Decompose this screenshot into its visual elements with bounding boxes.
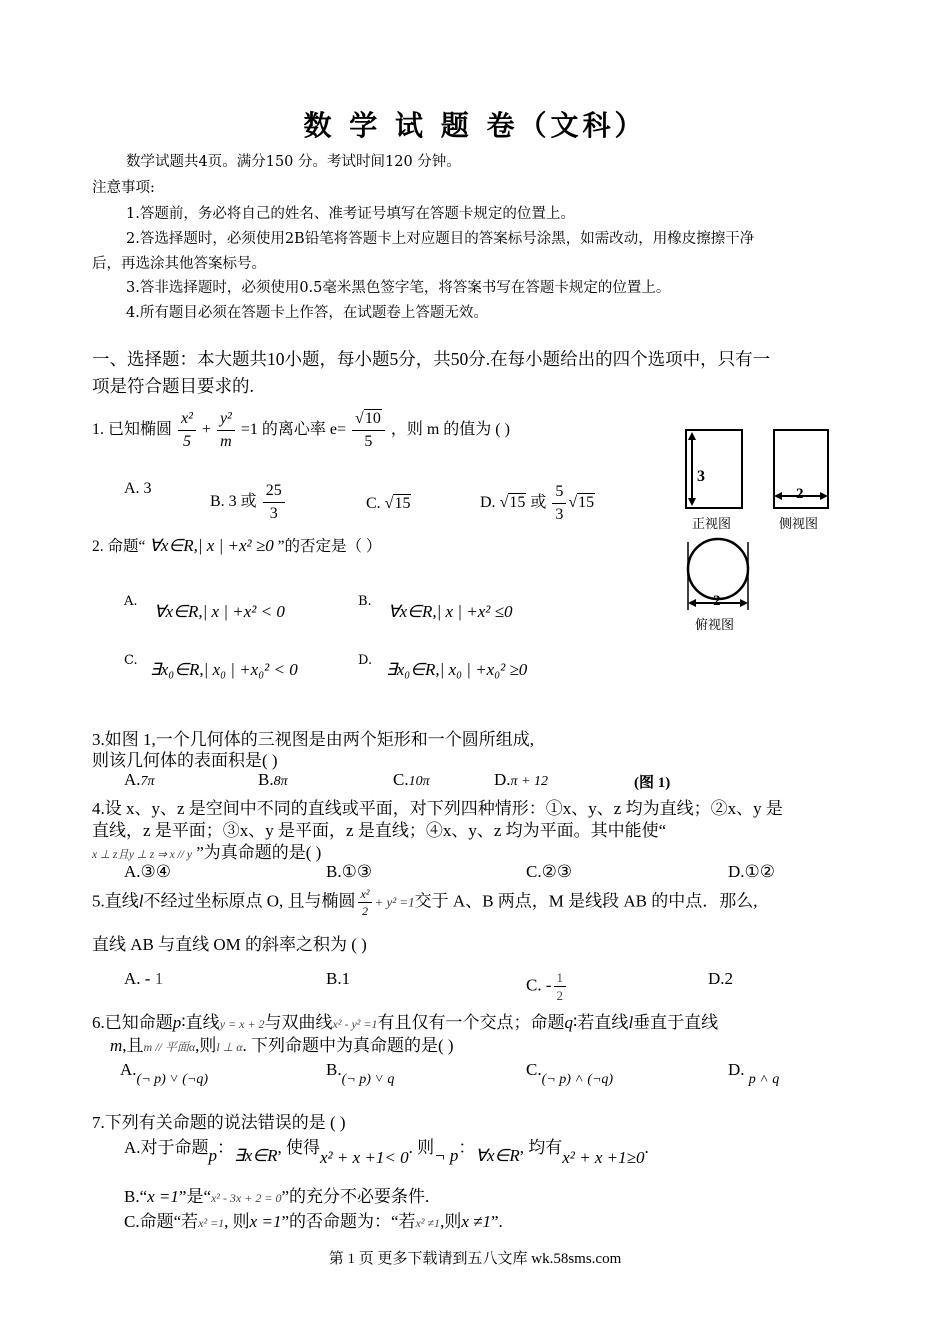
q7-b-m2: x² - 3x + 2 = 0 <box>211 1191 282 1205</box>
q6-c-val: (¬ p) ˄ (¬q) <box>541 1072 614 1087</box>
q7-a-end: . <box>644 1138 649 1157</box>
q7-a-forall: ∀x∈R <box>475 1146 520 1165</box>
q7-option-b <box>124 1182 429 1207</box>
question-7-stem: 7.下列有关命题的说法错误的是 ( ) <box>92 1113 346 1132</box>
q6-a-label: A. <box>120 1060 137 1079</box>
q3-d-val: π + 12 <box>510 774 548 789</box>
q3-c-val: 10π <box>408 774 430 789</box>
q6-c-label: C. <box>526 1060 542 1079</box>
intro-text: 数学试题共4页。满分150 分。考试时间120 分钟。 <box>126 154 461 170</box>
top-width-label: 2 <box>713 593 721 609</box>
q7-c-d: ,则 <box>440 1212 462 1231</box>
q6-b-label: B. <box>326 1060 342 1079</box>
top-view-circle <box>688 539 748 599</box>
question-4-line-3 <box>92 838 321 863</box>
q1-d-val1: 15 <box>509 494 526 512</box>
q1-b-label: B. 3 或 <box>210 493 257 511</box>
q1-c-label: C. <box>366 495 381 512</box>
question-4-line-1: 4.设 x、y、z 是空间中不同的直线或平面，对下列四种情形：①x、y、z 均为直线；②x、y 是 <box>92 799 783 818</box>
q3-b-label: B. <box>258 770 274 789</box>
question-3-line-2: 则该几何体的表面积是( ) <box>92 751 278 770</box>
q3-b-val: 8π <box>273 774 288 789</box>
q7-b-pre: B.“ <box>124 1187 148 1206</box>
q2-option-c: ∃x₀∈R,| x₀ | +x₀² < 0 <box>150 660 298 679</box>
question-4-line-2: 直线，z 是平面；③x、y 是平面，z 是直线；④x、y、z 均为平面。其中能使“ <box>92 821 667 840</box>
q6-l2b: ,则 <box>195 1036 217 1055</box>
q1-option-a: A. 3 <box>124 480 152 497</box>
q6-perp: l ⊥ α <box>216 1040 243 1054</box>
q5-option-b: B.1 <box>326 969 351 988</box>
q2-a-label: A. <box>124 594 138 609</box>
q7-c-m4: x ≠1 <box>461 1212 491 1231</box>
front-view-rect <box>686 430 742 508</box>
q6-plane: m // 平面α <box>143 1040 196 1054</box>
q7-b-m1: x =1 <box>147 1187 179 1206</box>
q6-pre: 6.已知命题 <box>92 1013 173 1032</box>
q7-a-then: . 则 <box>408 1138 435 1157</box>
front-view-label: 正视图 <box>692 516 732 531</box>
q1-eq1: =1 <box>240 421 258 439</box>
side-width-label: 2 <box>796 486 804 502</box>
q5-l: l <box>138 891 144 911</box>
q1-mid: 的离心率 e= <box>261 421 347 439</box>
q3-d-label: D. <box>494 770 511 789</box>
q3-c-label: C. <box>393 770 409 789</box>
q6-option-b <box>326 1060 395 1087</box>
q7-c-c: ”的否命题为：“若 <box>281 1212 416 1231</box>
question-5-line-1 <box>92 886 758 919</box>
q1-b-den: 3 <box>269 505 278 522</box>
q7-a-colon2: ： <box>458 1138 476 1157</box>
note-2-cont: 后，再选涂其他答案标号。 <box>92 256 266 272</box>
q7-a-all: , 均有 <box>519 1138 563 1157</box>
q2-b-label: B. <box>358 594 372 609</box>
q1-x2: x² <box>178 408 196 431</box>
q7-a-p: p <box>208 1146 218 1165</box>
q5-a-val: 1 <box>154 969 164 988</box>
q1-suffix: ，则 m 的值为 ( ) <box>390 421 510 439</box>
q2-d-label: D. <box>358 653 373 668</box>
q2-stem-math: ∀x∈R,| x | +x² ≥0 <box>149 536 274 555</box>
question-3-line-1: 3.如图 1,一个几何体的三视图是由两个矩形和一个圆所组成, <box>92 730 534 749</box>
q1-prefix: 1. 已知椭圆 <box>92 421 173 439</box>
q5-mid: 不经过坐标原点 O, 且与椭圆 <box>143 891 356 911</box>
question-6-line-2 <box>110 1031 454 1056</box>
note-1: 1.答题前，务必将自己的姓名、准考证号填写在答题卡规定的位置上。 <box>126 206 575 222</box>
q6-option-d <box>728 1060 780 1087</box>
notes-heading: 注意事项: <box>92 180 155 196</box>
section-heading-2: 项是符合题目要求的. <box>92 376 254 396</box>
q1-d-den: 3 <box>555 506 564 523</box>
q1-m: m <box>220 433 232 450</box>
q5-ellipse-tail: + y² =1 <box>374 894 415 910</box>
note-4: 4.所有题目必须在答题卡上作答，在试题卷上答题无效。 <box>126 305 488 321</box>
q5-option-d: D.2 <box>708 969 734 988</box>
q7-c-m2: x =1 <box>249 1212 282 1231</box>
q5-c-num: 1 <box>554 969 567 987</box>
q2-stem-post: ”的否定是（ ） <box>277 538 382 555</box>
q6-s2: 与双曲线 <box>264 1013 333 1032</box>
q6-l2a: ,且 <box>122 1036 144 1055</box>
side-view-label: 侧视图 <box>779 516 819 531</box>
q7-option-a <box>124 1133 649 1167</box>
q6-m: m <box>110 1036 123 1055</box>
page-footer: 第 1 页 更多下载请到五八文库 wk.58sms.com <box>328 1251 622 1267</box>
q3-option-a <box>124 770 155 790</box>
q7-a-neg-p: ¬ p <box>434 1146 459 1165</box>
q7-b-mid: ”是“ <box>178 1187 212 1206</box>
q6-s3: 有且仅有一个交点；命题 <box>377 1013 565 1032</box>
q7-c-e: ”. <box>490 1212 503 1231</box>
q1-option-d: D. √15 或 $\frac{5}{3}$ √15 <box>480 481 595 526</box>
q2-stem-pre: 2. 命题“ <box>92 538 146 555</box>
q2-option-b: ∀x∈R,| x | +x² ≤0 <box>388 602 513 621</box>
front-height-label: 3 <box>697 468 705 485</box>
q4-line3-post: ”为真命题的是( ) <box>196 843 322 862</box>
q1-c-val: 15 <box>394 495 411 512</box>
q7-c-m1: x² =1 <box>198 1216 225 1230</box>
q1-den5: 5 <box>364 433 373 450</box>
q3-option-d <box>494 770 548 790</box>
q7-a-pre: A.对于命题 <box>124 1138 209 1157</box>
q1-d-label: D. <box>480 494 496 512</box>
page-title: 数 学 试 题 卷（文科） <box>303 109 647 142</box>
q6-q: q <box>564 1013 573 1032</box>
q3-option-b <box>258 770 288 790</box>
q6-d-val: p ˄ q <box>748 1072 780 1087</box>
q2-option-d: ∃x₀∈R,| x₀ | +x₀² ≥0 <box>386 660 528 679</box>
q1-option-b <box>210 480 287 525</box>
q1-y2: y² <box>217 408 235 431</box>
q5-option-c <box>526 969 568 1004</box>
q3-a-val: 7π <box>140 774 155 789</box>
q5-pre: 5.直线 <box>92 891 139 911</box>
q7-a-exists: ∃x∈R <box>234 1146 278 1165</box>
q3-a-label: A. <box>124 770 141 789</box>
q6-l2c: . 下列命题中为真命题的是( ) <box>242 1036 454 1055</box>
q7-a-colon: ： <box>217 1138 235 1157</box>
q1-sqrt10: 10 <box>364 410 381 427</box>
q6-a-val: (¬ p) ˅ (¬q) <box>136 1072 209 1087</box>
q6-l: l <box>628 1013 634 1032</box>
q3-option-c <box>393 770 430 790</box>
q1-plus: + <box>201 421 211 439</box>
q5-x2: x² <box>358 886 373 903</box>
q2-option-a: ∀x∈R,| x | +x² < 0 <box>154 602 285 621</box>
q1-d-num: 5 <box>552 481 566 504</box>
q4-condition: x ⊥ z且y ⊥ z ⇒ x // y <box>92 849 192 861</box>
q5-c-den: 2 <box>556 988 563 1003</box>
q5-option-a <box>124 969 163 989</box>
q7-a-mid: , 使得 <box>277 1138 321 1157</box>
q7-a-ineq2: x² + x +1≥0 <box>562 1148 645 1167</box>
question-1-stem: 1. 已知椭圆 $\frac{\text{x²}}{5}$ + $\frac{\text{y²}}{m}$ =1 的离心率 e= $\frac{√10}{5}$ ，则 m 的值为 ( ) <box>92 408 510 453</box>
q5-c-label: C. - <box>526 975 552 995</box>
q5-a-label: A. - <box>124 969 151 988</box>
question-2-stem <box>92 534 381 556</box>
q6-hyperbola-eq: x² - y² =1 <box>332 1017 378 1031</box>
q7-option-c <box>124 1207 503 1232</box>
q6-d-label: D. <box>728 1060 745 1079</box>
q1-b-num: 25 <box>263 480 285 503</box>
q1-d-val2: 15 <box>578 494 595 512</box>
section-heading-1: 一、选择题：本大题共10小题，每小题5分，共50分.在每小题给出的四个选项中，只有一 <box>92 349 771 369</box>
q6-option-c <box>526 1060 614 1087</box>
q7-c-pre: C.命题“若 <box>124 1212 199 1231</box>
q7-b-post: ”的充分不必要条件. <box>281 1187 430 1206</box>
q6-p: p <box>172 1013 182 1032</box>
q6-s1: ∶直线 <box>181 1013 220 1032</box>
q4-option-d: D.①② <box>728 862 776 881</box>
question-5-line-2: 直线 AB 与直线 OM 的斜率之积为 ( ) <box>92 935 367 954</box>
q1-d-or: 或 <box>530 494 547 512</box>
q1-five: 5 <box>182 433 191 450</box>
q5-two: 2 <box>361 904 368 918</box>
question-6-line-1 <box>92 1008 718 1033</box>
q6-option-a <box>120 1060 209 1087</box>
top-view-label: 俯视图 <box>695 617 735 632</box>
q6-line-eq: y = x + 2 <box>219 1017 265 1031</box>
note-2: 2.答选择题时，必须使用2B铅笔将答题卡上对应题目的答案标号涂黑，如需改动，用橡皮擦擦干净 <box>126 231 755 247</box>
q6-s4: ∶若直线 <box>573 1013 629 1032</box>
q7-c-m3: x² ≠1 <box>415 1216 441 1230</box>
q4-option-c: C.②③ <box>526 862 573 881</box>
figure-caption: (图 1) <box>634 775 671 791</box>
q7-a-ineq1: x² + x +1< 0 <box>320 1148 409 1167</box>
q4-option-b: B.①③ <box>326 862 373 881</box>
q1-option-c: C. √15 <box>366 495 411 512</box>
q4-option-a: A.③④ <box>124 862 172 881</box>
q6-s5: 垂直于直线 <box>633 1013 719 1032</box>
q6-b-val: (¬ p) ˅ q <box>341 1072 395 1087</box>
note-3: 3.答非选择题时，必须使用0.5毫米黑色签字笔，将答案书写在答题卡规定的位置上。 <box>126 280 671 296</box>
q7-c-b: , 则 <box>224 1212 250 1231</box>
q5-post: 交于 A、B 两点，M 是线段 AB 的中点．那么, <box>414 891 758 911</box>
q2-c-label: C. <box>124 653 138 668</box>
